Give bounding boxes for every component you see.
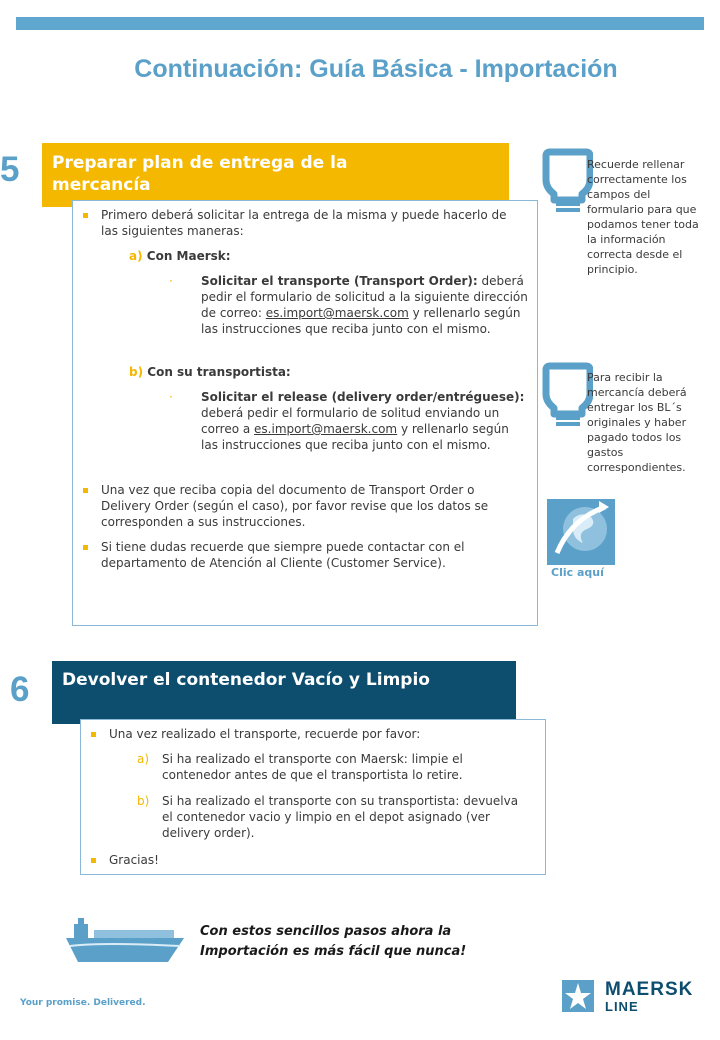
option-b: b) Con su transportista: <box>129 365 291 379</box>
maersk-logo-text: MAERSK LINE <box>605 979 694 1014</box>
bullet-square-icon <box>83 545 88 550</box>
bullet-square-icon <box>91 732 96 737</box>
step-number-6: 6 <box>10 670 30 709</box>
page-title: Continuación: Guía Básica - Importación <box>134 55 618 83</box>
option-a: a) Con Maersk: <box>129 249 231 263</box>
option-b-item: · Solicitar el release (delivery order/entréguese): deberá pedir el formulario de solitud enviando un correo a es.import@maersk.com y rellenarlo según las instrucciones que reciba junto con el mismo. <box>169 390 525 452</box>
ship-icon <box>64 916 186 964</box>
step6-header <box>52 661 516 724</box>
step-number-5: 5 <box>0 150 20 189</box>
bullet-square-icon <box>91 858 96 863</box>
click-here-link[interactable]: Clic aquí <box>551 566 604 579</box>
slogan: Your promise. Delivered. <box>20 998 146 1008</box>
maersk-star-logo-icon <box>562 980 594 1012</box>
step5-bullet-intro: Primero deberá solicitar la entrega de la misma y puede hacerlo de las siguientes maneras: <box>83 207 523 239</box>
top-banner <box>16 17 704 30</box>
lightbulb-icon <box>538 148 593 214</box>
option-a-item: · Solicitar el transporte (Transport Order): deberá pedir el formulario de solicitud a la siguiente dirección de correo: es.import@maersk.com y rellenarlo según las instrucciones que reciba junto con el mismo. <box>169 274 528 336</box>
step6-bullet-intro: Una vez realizado el transporte, recuerde por favor: <box>91 726 531 742</box>
step5-header <box>42 143 509 207</box>
step6-bullet-thanks: Gracias! <box>91 852 531 868</box>
email-link[interactable]: es.import@maersk.com <box>265 306 409 320</box>
bullet-square-icon <box>83 213 88 218</box>
step5-bullet-3: Si tiene dudas recuerde que siempre puede contactar con el departamento de Atención al Cliente (Customer Service). <box>83 539 528 571</box>
closing-message: Con estos sencillos pasos ahora la Importación es más fácil que nunca! <box>200 924 467 959</box>
step5-bullet-2: Una vez que reciba copia del documento de Transport Order o Delivery Order (según el caso), por favor revise que los datos se corresponden a sus instrucciones. <box>83 482 528 530</box>
tip-2-text: Para recibir la mercancía deberá entregar los BL´s originales y haber pagado todos los gastos correspondientes. <box>587 371 687 474</box>
step5-content-box <box>72 200 538 626</box>
email-link[interactable]: es.import@maersk.com <box>254 422 398 436</box>
step6-content-box <box>80 719 546 875</box>
bullet-dot-icon: · <box>169 274 173 288</box>
bullet-dot-icon: · <box>169 390 173 404</box>
bullet-square-icon <box>83 488 88 493</box>
lightbulb-icon <box>538 362 593 428</box>
step6-option-a: a) Si ha realizado el transporte con Maersk: limpie el contenedor antes de que el transportista lo retire. <box>137 752 463 782</box>
tip-1-text: Recuerde rellenar correctamente los campos del formulario para que podamos tener toda la información correcta desde el principio. <box>587 158 699 276</box>
step6-header-text: Devolver el contenedor Vacío y Limpio <box>62 670 430 690</box>
step6-option-b: b) Si ha realizado el transporte con su transportista: devuelva el contenedor vacio y limpio en el depot asignado (ver delivery order). <box>137 794 519 840</box>
step5-header-text: Preparar plan de entrega de la mercancía <box>52 153 348 195</box>
globe-link-icon[interactable] <box>547 499 615 565</box>
